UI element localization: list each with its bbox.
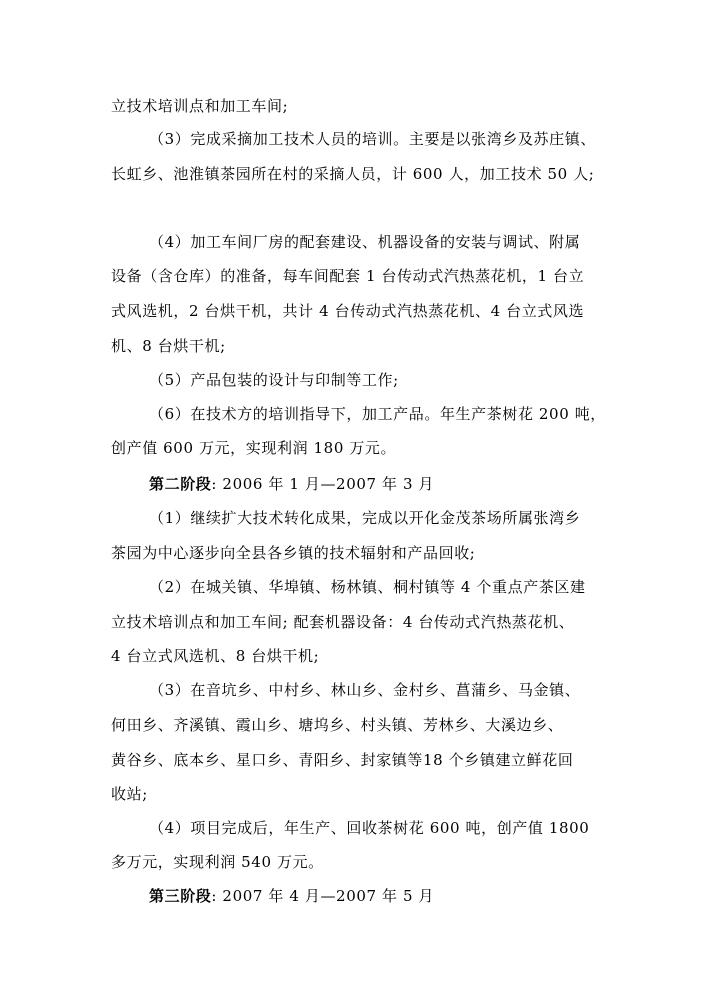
text-line: 设备（含仓库）的准备，每车间配套 1 台传动式汽热蒸花机，1 台立 bbox=[111, 267, 585, 285]
text-line: （6）在技术方的培训指导下，加工产品。年生产茶树花 200 吨， bbox=[149, 405, 606, 423]
text-line: （3）完成采摘加工技术人员的培训。主要是以张湾乡及苏庄镇、 bbox=[149, 130, 596, 148]
text-line: 创产值 600 万元，实现利润 180 万元。 bbox=[111, 439, 397, 457]
phase-date: : 2007 年 4 月—2007 年 5 月 bbox=[211, 887, 435, 905]
phase-label: 第二阶段 bbox=[149, 475, 212, 493]
text-line: 茶园为中心逐步向全县各乡镇的技术辐射和产品回收; bbox=[111, 544, 476, 562]
text-line: 式风选机，2 台烘干机，共计 4 台传动式汽热蒸花机、4 台立式风选 bbox=[111, 302, 585, 320]
phase-heading bbox=[149, 886, 434, 906]
text-line: （1）继续扩大技术转化成果，完成以开化金茂茶场所属张湾乡 bbox=[149, 509, 581, 527]
text-line: （3）在音坑乡、中村乡、林山乡、金村乡、菖蒲乡、马金镇、 bbox=[149, 681, 581, 699]
text-line: （4）加工车间厂房的配套建设、机器设备的安装与调试、附属 bbox=[149, 233, 581, 251]
text-line: 立技术培训点和加工车间; bbox=[111, 97, 289, 115]
text-line: 立技术培训点和加工车间; 配套机器设备：4 台传动式汽热蒸花机、 bbox=[111, 613, 575, 631]
text-line: （4）项目完成后，年生产、回收茶树花 600 吨，创产值 1800 bbox=[149, 819, 590, 837]
phase-heading bbox=[149, 474, 434, 494]
phase-date: : 2006 年 1 月—2007 年 3 月 bbox=[211, 475, 435, 493]
text-line: 机、8 台烘干机; bbox=[111, 337, 226, 355]
text-line: 长虹乡、池淮镇茶园所在村的采摘人员，计 600 人，加工技术 50 人; bbox=[111, 165, 595, 183]
text-line: 黄谷乡、底本乡、星口乡、青阳乡、封家镇等18 个乡镇建立鲜花回 bbox=[111, 751, 574, 769]
text-line: 收站; bbox=[111, 785, 148, 803]
text-line: 何田乡、齐溪镇、霞山乡、塘坞乡、村头镇、芳林乡、大溪边乡、 bbox=[111, 716, 564, 734]
text-line: 多万元，实现利润 540 万元。 bbox=[111, 853, 324, 871]
text-line: （2）在城关镇、华埠镇、杨林镇、桐村镇等 4 个重点产茶区建 bbox=[149, 578, 586, 596]
phase-label: 第三阶段 bbox=[149, 887, 212, 905]
text-line: 4 台立式风选机、8 台烘干机; bbox=[111, 647, 320, 665]
text-line: （5）产品包装的设计与印制等工作; bbox=[149, 371, 399, 389]
